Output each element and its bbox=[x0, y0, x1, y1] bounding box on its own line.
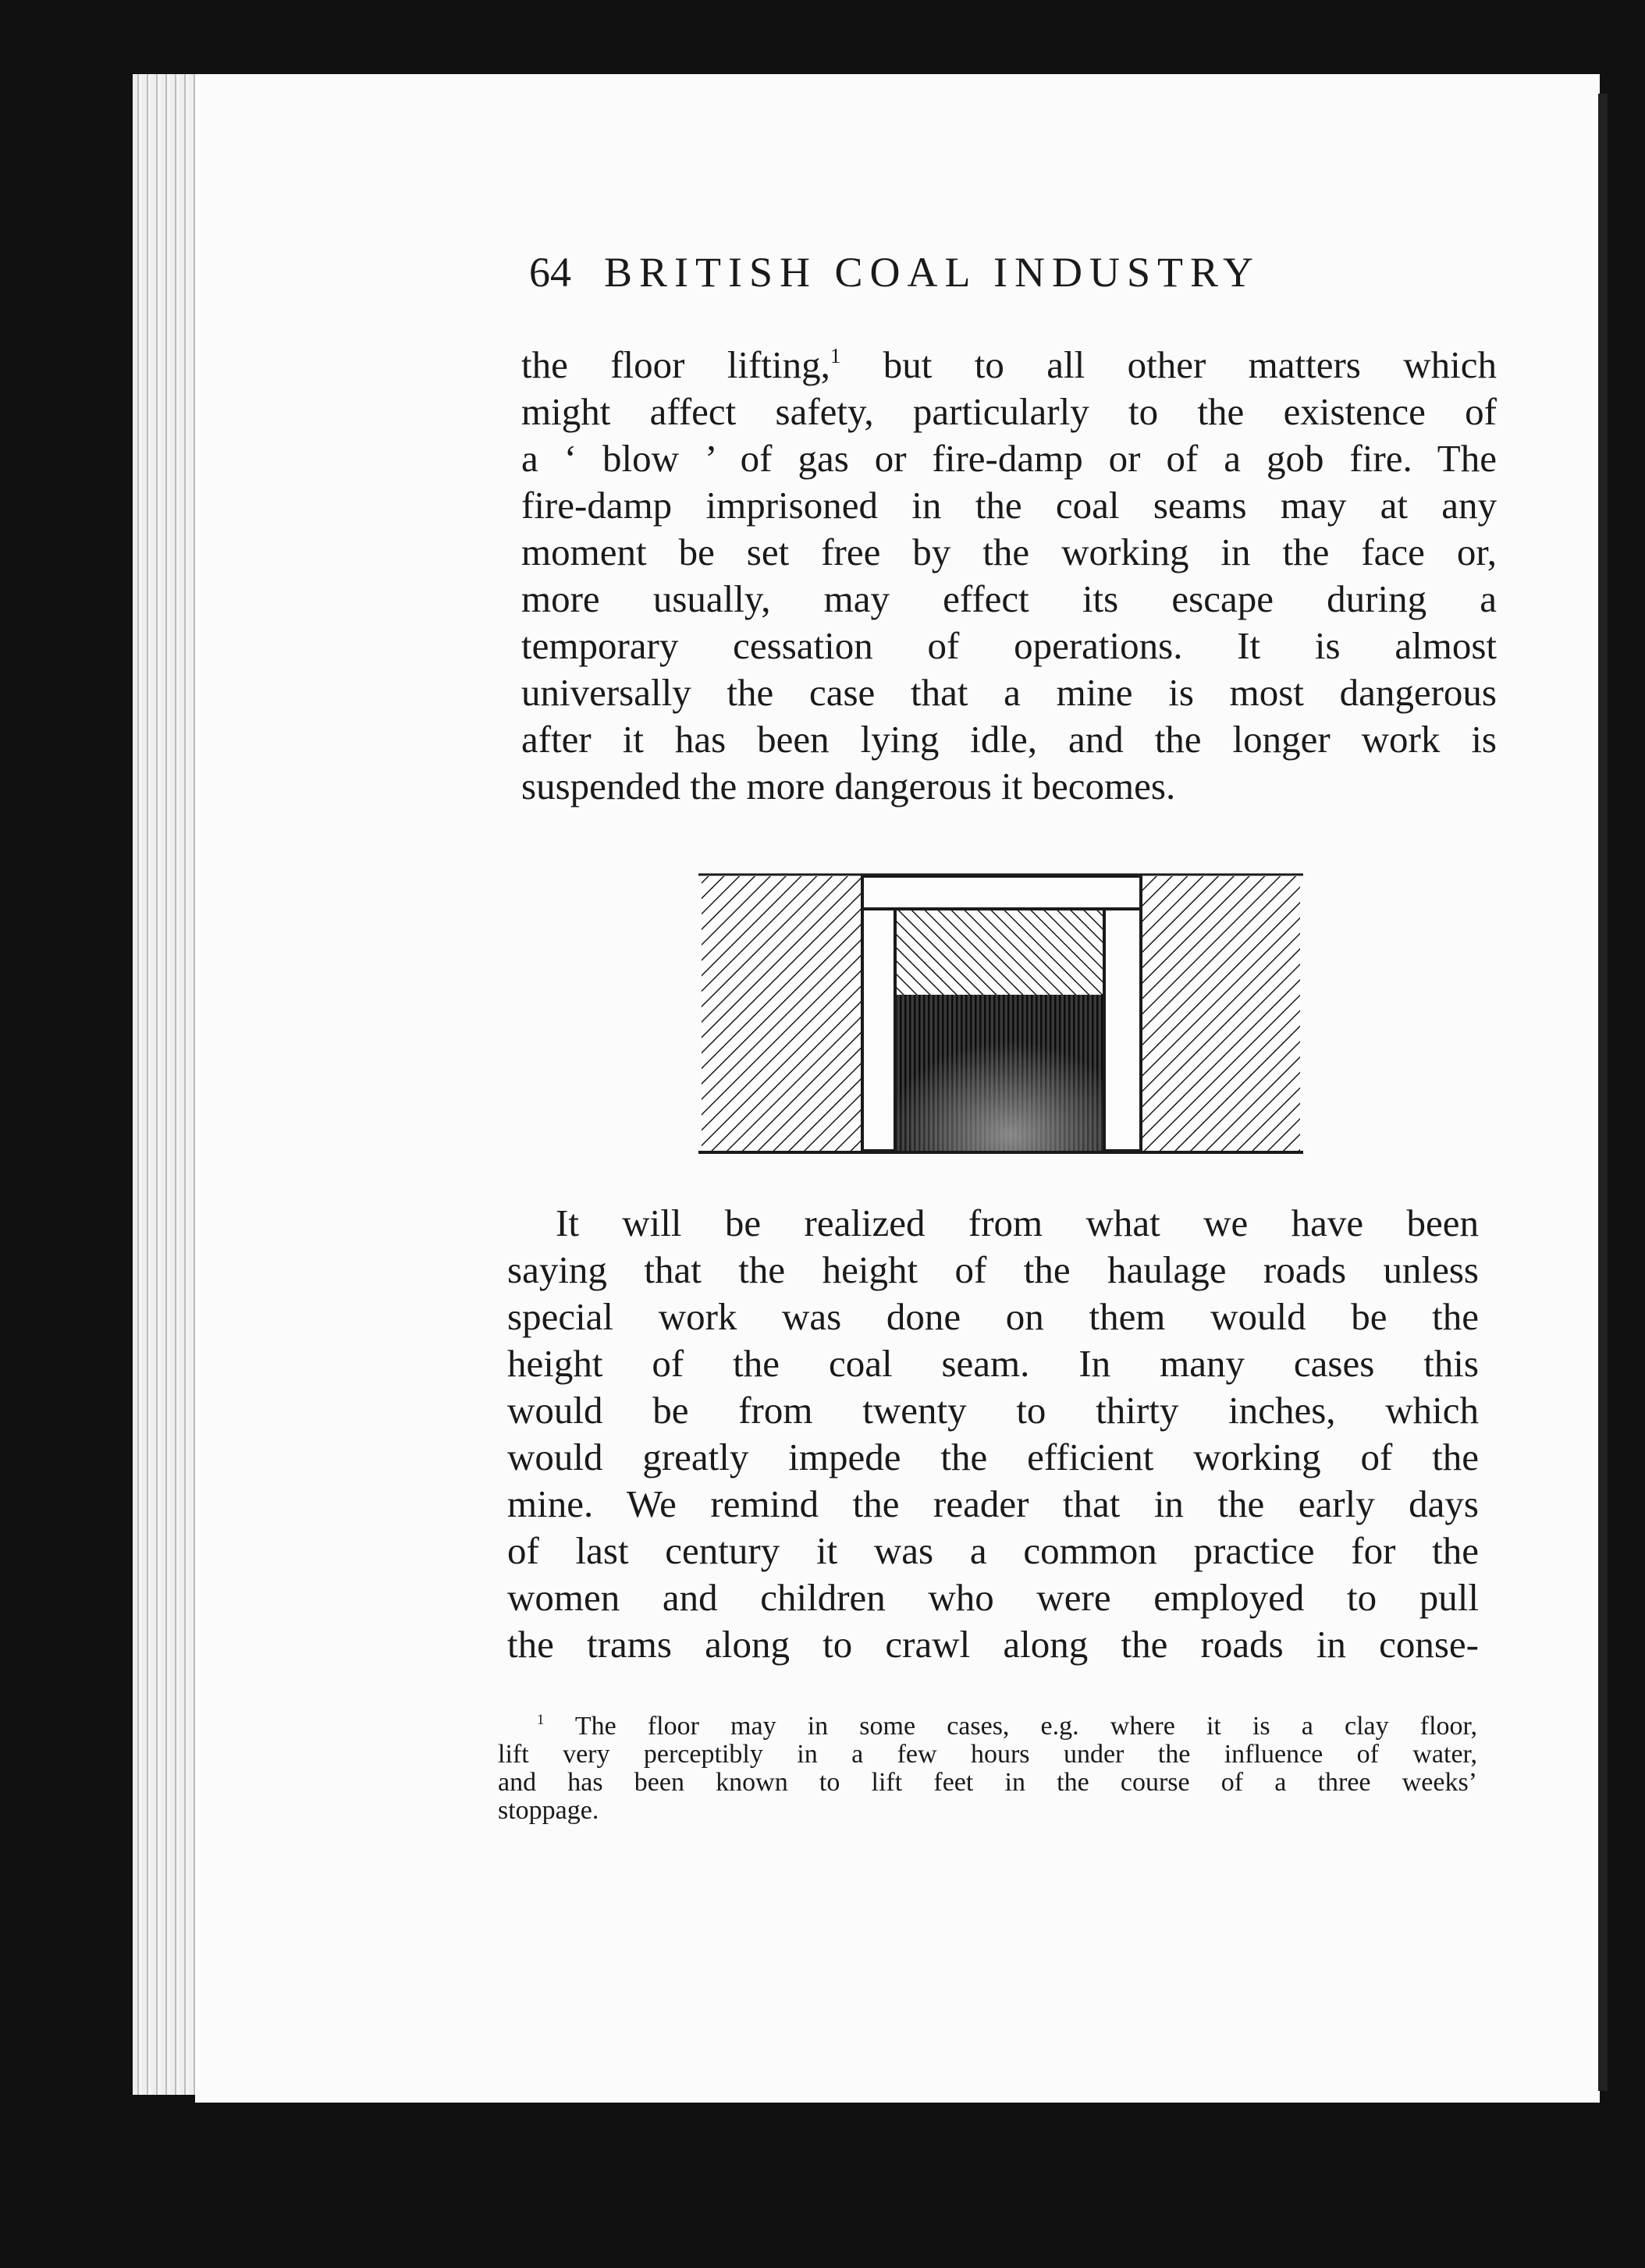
text-line: after it has been lying idle, and the longer work is bbox=[521, 718, 1497, 761]
text-line: might affect safety, particularly to the existence of bbox=[521, 390, 1497, 433]
roadway-section-illustration bbox=[698, 870, 1303, 1155]
running-head bbox=[529, 248, 1411, 296]
left-strata-hatching bbox=[702, 876, 862, 1151]
text-line: universally the case that a mine is most dangerous bbox=[521, 671, 1497, 714]
text-line: temporary cessation of operations. It is almost bbox=[521, 624, 1497, 667]
coal-seam bbox=[895, 995, 1104, 1151]
footnote-line: stoppage. bbox=[498, 1796, 599, 1825]
paragraph-1 bbox=[521, 342, 1497, 810]
text-line: height of the coal seam. In many cases this bbox=[507, 1342, 1479, 1385]
text-line: the floor lifting,$^1$ but to all other matters which bbox=[521, 343, 1498, 386]
text-line: mine. We remind the reader that in the early days bbox=[507, 1482, 1479, 1525]
text-line: a ‘ blow ’ of gas or fire-damp or of a gob fire. The bbox=[521, 437, 1497, 480]
text-line: fire-damp imprisoned in the coal seams may at any bbox=[521, 484, 1497, 527]
footnote-ref: 1 bbox=[830, 344, 841, 368]
page-number: 64 bbox=[529, 249, 571, 296]
roof-hatching bbox=[895, 909, 1104, 995]
text-line: women and children who were employed to pull bbox=[507, 1576, 1479, 1619]
text-line: of last century it was a common practice for the bbox=[507, 1529, 1479, 1572]
text-line: the trams along to crawl along the roads in conse- bbox=[507, 1623, 1479, 1666]
footnote-line: lift very perceptibly in a few hours under the influence of water, bbox=[498, 1740, 1477, 1769]
facing-page-edge bbox=[1598, 94, 1608, 2091]
right-strata-hatching bbox=[1141, 876, 1300, 1151]
footnote-marker: 1 bbox=[537, 1711, 545, 1728]
text-line: would be from twenty to thirty inches, which bbox=[507, 1389, 1479, 1432]
footnote bbox=[498, 1713, 1477, 1825]
paragraph-2 bbox=[507, 1200, 1479, 1668]
text-line: would greatly impede the efficient working of the bbox=[507, 1436, 1479, 1478]
text-line: moment be set free by the working in the face or, bbox=[521, 531, 1497, 573]
footnote-line: $^1$ The floor may in some cases, e.g. where it is a clay floor, bbox=[537, 1711, 1477, 1741]
text-line: It will be realized from what we have been bbox=[556, 1201, 1479, 1244]
text-line: saying that the height of the haulage roads unless bbox=[507, 1248, 1479, 1291]
text-line: more usually, may effect its escape during a bbox=[521, 577, 1497, 620]
text-line: special work was done on them would be the bbox=[507, 1295, 1479, 1338]
running-title: BRITISH COAL INDUSTRY bbox=[604, 249, 1261, 296]
text-line: suspended the more dangerous it becomes. bbox=[521, 765, 1176, 807]
footnote-line: and has been known to lift feet in the course of a three weeks’ bbox=[498, 1768, 1477, 1797]
